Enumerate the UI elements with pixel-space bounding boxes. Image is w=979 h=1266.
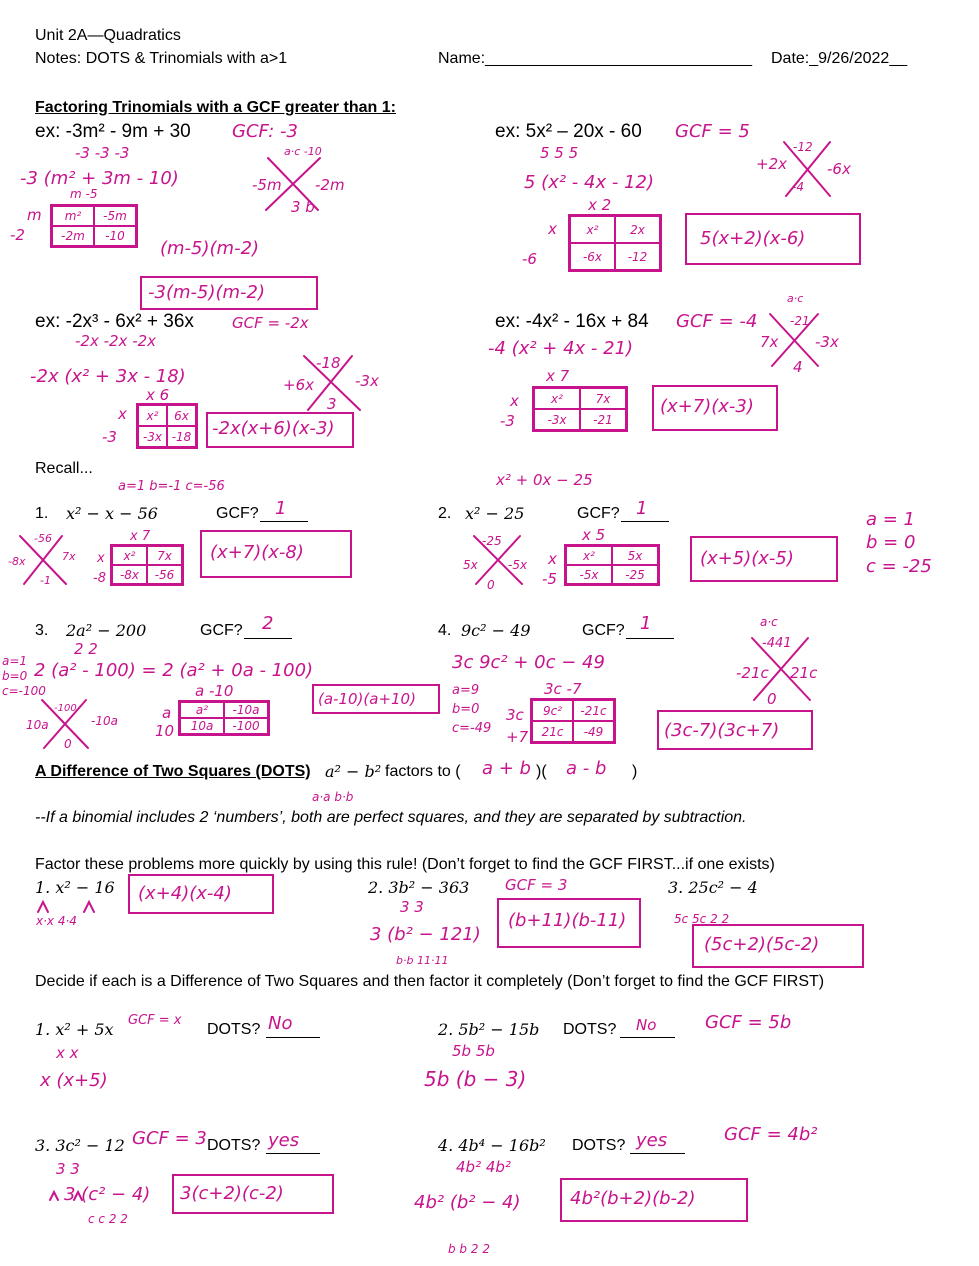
grid-cell: x² (112, 546, 147, 565)
p4-number: 4. (438, 622, 452, 639)
p4-x-left: -21c (736, 664, 769, 682)
dots-rule: --If a binomial includes 2 ‘numbers’, both are perfect squares, and they are separated by subtraction. (35, 809, 747, 826)
p3-grid-row: a (162, 704, 172, 722)
decide-4-step: 4b² (b² − 4) (414, 1192, 521, 1213)
ex4-box-grid (532, 386, 628, 432)
ex3-box-grid (136, 403, 198, 449)
p4-gcf-answer: 1 (640, 613, 652, 634)
decide-1-answer: x (x+5) (40, 1070, 108, 1091)
grid-cell: m² (52, 206, 94, 226)
ex2-answer: 5(x+2)(x-6) (700, 228, 806, 249)
p3-side-a: a=1 (2, 654, 28, 668)
grid-cell: 7x (147, 546, 182, 565)
grid-cell: 5x (612, 546, 658, 565)
grid-cell: 9c² (532, 700, 573, 721)
p4-x-right: 21c (790, 664, 818, 682)
decide-2-divisors: 5b 5b (452, 1042, 495, 1060)
ex2-grid-row: x (548, 220, 557, 238)
p1-number: 1. (35, 505, 49, 522)
decide-2-expr: 2. 5b² − 15b (438, 1020, 540, 1039)
ex2-x-top: -12 (793, 140, 813, 154)
decide-3-gcf: GCF = 3 (132, 1128, 207, 1149)
dots-factors-to: factors to ( (385, 763, 461, 780)
ex1-gcf: GCF: -3 (232, 121, 298, 142)
p4-step: 3c 9c² + 0c − 49 (452, 652, 605, 673)
p4-grid-row: 3c (506, 706, 524, 724)
example-2-label: ex: 5x² – 20x - 60 (495, 121, 642, 142)
p4-x-top: -441 (762, 636, 792, 651)
ex1-step: -3 (m² + 3m - 10) (20, 168, 179, 189)
dots-q3-answer: (5c+2)(5c-2) (704, 934, 820, 955)
ex4-grid-cols: x 7 (546, 367, 570, 385)
dots-q2-step: 3 (b² − 121) (370, 924, 481, 945)
ex1-grid-row: -2 (10, 226, 25, 244)
p1-note: a=1 b=-1 c=-56 (118, 479, 225, 494)
ex1-box-grid (50, 204, 138, 248)
p1-answer: (x+7)(x-8) (210, 542, 304, 563)
ex3-answer: -2x(x+6)(x-3) (212, 418, 335, 439)
p3-expr: 2a² − 200 (66, 621, 147, 640)
ex1-divisors: -3 -3 -3 (75, 144, 130, 162)
decide-1-expr: 1. x² + 5x (35, 1020, 114, 1039)
ex3-x-top: -18 (316, 354, 341, 372)
decide-2-gcf: GCF = 5b (705, 1012, 792, 1033)
p3-gcf-answer: 2 (262, 613, 274, 634)
ex3-gcf: GCF = -2x (232, 314, 309, 332)
ex1-answer: -3(m-5)(m-2) (148, 282, 265, 303)
p1-x-right: 7x (62, 550, 76, 563)
decide-3-dots-answer: yes (268, 1130, 300, 1151)
p1-box-grid (110, 544, 184, 586)
grid-cell: 6x (167, 405, 196, 426)
p4-answer: (3c-7)(3c+7) (664, 720, 780, 741)
decide-3-answer: 3(c+2)(c-2) (180, 1183, 284, 1204)
p2-x-left: 5x (463, 558, 478, 572)
ex4-x-top: -21 (790, 314, 810, 328)
grid-cell: x² (138, 405, 167, 426)
dots-heading: A Difference of Two Squares (DOTS) (35, 763, 311, 780)
decide-4-gcf: GCF = 4b² (724, 1124, 818, 1145)
p2-side-b: b = 0 (866, 532, 916, 553)
ex1-x-right: -2m (315, 176, 345, 194)
p2-number: 2. (438, 505, 452, 522)
dots-q2-expr: 2. 3b² − 363 (368, 878, 470, 897)
p1-x-top: -56 (34, 532, 52, 545)
p3-x-bottom: 0 (64, 737, 72, 751)
dots-q2-divisors: 3 3 (400, 898, 424, 916)
ex2-step: 5 (x² - 4x - 12) (524, 172, 654, 193)
decide-2-answer: 5b (b − 3) (424, 1067, 527, 1091)
ex4-x-bottom: 4 (793, 358, 803, 376)
ex3-x-left: +6x (283, 376, 314, 394)
dots-q2-answer: (b+11)(b-11) (508, 910, 627, 931)
grid-cell: -56 (147, 565, 182, 584)
ex4-x-right: -3x (815, 333, 839, 351)
grid-cell: -5x (566, 565, 612, 584)
p4-x-ac: a·c (760, 615, 778, 629)
grid-cell: 7x (580, 388, 626, 409)
p1-gcf-answer: 1 (275, 498, 287, 519)
p1-grid-row: x (97, 551, 105, 566)
p3-x-top: -100 (54, 703, 77, 714)
unit-title: Unit 2A—Quadratics (35, 27, 181, 44)
date-field: Date:_9/26/2022__ (771, 50, 908, 67)
dots-hint: a·a b·b (312, 790, 354, 804)
decide-3-step: 3 (c² − 4) (64, 1184, 151, 1205)
ex1-grid-cols: m -5 (70, 187, 98, 201)
decide-4-expr: 4. 4b⁴ − 16b² (438, 1136, 546, 1155)
p2-side-a: a = 1 (866, 509, 916, 530)
ex2-box-grid (568, 214, 662, 272)
dots-end: ) (632, 763, 638, 780)
ex2-divisors: 5 5 5 (540, 144, 579, 162)
p4-grid-row: +7 (506, 728, 529, 746)
p4-grid-cols: 3c -7 (544, 680, 582, 698)
ex3-grid-row: -3 (102, 428, 117, 446)
decide-1-dots-q: DOTS? (207, 1021, 261, 1038)
decide-1-divisors: x x (56, 1044, 79, 1062)
decide-2-dots-q: DOTS? (563, 1021, 617, 1038)
p3-box-grid (178, 700, 270, 736)
ex4-answer: (x+7)(x-3) (660, 396, 754, 417)
p1-expr: x² − x − 56 (66, 504, 158, 523)
decide-4-dots-q: DOTS? (572, 1137, 626, 1154)
example-1-label: ex: -3m² - 9m + 30 (35, 121, 191, 142)
grid-cell: 10a (180, 718, 224, 734)
grid-cell: -3x (534, 409, 580, 430)
p4-gcf-question: GCF? (582, 622, 625, 639)
ex1-x-bottom: 3 b (291, 198, 315, 216)
grid-cell: -21 (580, 409, 626, 430)
ex2-x-left: +2x (756, 155, 787, 173)
decide-4-divisors: 4b² 4b² (456, 1158, 511, 1176)
grid-cell: -12 (615, 243, 660, 270)
p3-number: 3. (35, 622, 49, 639)
decide-1-gcf: GCF = x (128, 1013, 182, 1028)
ex1-x-left: -5m (252, 176, 282, 194)
decide-3-divisors: 3 3 (56, 1160, 80, 1178)
grid-cell: x² (570, 216, 615, 243)
grid-cell: -49 (573, 721, 614, 742)
p2-gcf-answer: 1 (636, 498, 648, 519)
ex4-gcf: GCF = -4 (676, 311, 758, 332)
ex4-grid-row: -3 (500, 412, 515, 430)
p3-side-c: c=-100 (2, 684, 46, 698)
p2-answer: (x+5)(x-5) (700, 548, 794, 569)
ex3-x-bottom: 3 (327, 395, 337, 413)
ex4-grid-row: x (510, 392, 519, 410)
notes-title: Notes: DOTS & Trinomials with a>1 (35, 50, 288, 67)
p2-x-bottom: 0 (487, 578, 495, 592)
grid-cell: -18 (167, 426, 196, 447)
decide-4-dots-answer: yes (636, 1130, 668, 1151)
p2-expr: x² − 25 (465, 504, 525, 523)
p4-expr: 9c² − 49 (461, 621, 531, 640)
ex2-grid-cols: x 2 (588, 196, 612, 214)
ex2-x-right: -6x (827, 160, 851, 178)
dots-formula: a² − b² (325, 762, 382, 781)
decide-4-sub: b b 2 2 (448, 1242, 490, 1256)
example-3-label: ex: -2x³ - 6x² + 36x (35, 311, 194, 332)
ex4-x-left: 7x (760, 333, 779, 351)
dots-q2-gcf: GCF = 3 (505, 876, 568, 894)
recall-label: Recall... (35, 460, 93, 477)
ex3-step: -2x (x² + 3x - 18) (30, 366, 186, 387)
p3-divisors: 2 2 (74, 640, 98, 658)
ex3-x-right: -3x (355, 372, 379, 390)
p2-x-top: -25 (482, 534, 502, 548)
ex4-step: -4 (x² + 4x - 21) (488, 338, 634, 359)
decide-instruction: Decide if each is a Difference of Two Squares and then factor it completely (Don’t forget to find the GCF FIRST) (35, 973, 825, 990)
p1-gcf-question: GCF? (216, 505, 259, 522)
dots-q1-expr: 1. x² − 16 (35, 878, 115, 897)
decide-2-dots-answer: No (636, 1016, 657, 1034)
grid-cell: -5m (94, 206, 136, 226)
p1-grid-row: -8 (93, 571, 106, 586)
p3-x-left: 10a (26, 718, 49, 732)
p3-grid-cols: a -10 (195, 682, 234, 700)
dots-q1-sub: x·x 4·4 (36, 914, 77, 928)
ex1-grid-row: m (27, 206, 42, 224)
decide-3-dots-q: DOTS? (207, 1137, 261, 1154)
dots-q2-sub: b·b 11·11 (396, 954, 449, 967)
grid-cell: -2m (52, 226, 94, 246)
grid-cell: 2x (615, 216, 660, 243)
dots-instruction: Factor these problems more quickly by using this rule! (Don’t forget to find the GCF FIRST...if one exists) (35, 856, 775, 873)
grid-cell: -10 (94, 226, 136, 246)
p1-grid-cols: x 7 (130, 529, 151, 544)
ex2-gcf: GCF = 5 (675, 121, 750, 142)
p4-side-c: c=-49 (452, 721, 492, 736)
p2-x-right: -5x (508, 558, 528, 572)
p4-side-a: a=9 (452, 683, 480, 698)
grid-cell: a² (180, 702, 224, 718)
decide-4-answer: 4b²(b+2)(b-2) (570, 1188, 696, 1209)
p3-step: 2 (a² - 100) = 2 (a² + 0a - 100) (34, 660, 314, 681)
ex2-grid-row: -6 (522, 250, 537, 268)
p2-gcf-question: GCF? (577, 505, 620, 522)
example-4-label: ex: -4x² - 16x + 84 (495, 311, 649, 332)
grid-cell: -25 (612, 565, 658, 584)
grid-cell: 21c (532, 721, 573, 742)
grid-cell: -21c (573, 700, 614, 721)
dots-q3-expr: 3. 25c² − 4 (668, 878, 758, 897)
dots-factor-2: a - b (566, 758, 607, 779)
p3-x-right: -10a (91, 714, 118, 728)
section-heading-gcf: Factoring Trinomials with a GCF greater than 1: (35, 99, 396, 116)
ex4-x-ac: a·c (787, 292, 804, 305)
ex3-grid-row: x (118, 405, 127, 423)
decide-1-dots-answer: No (268, 1013, 293, 1034)
grid-cell: -8x (112, 565, 147, 584)
p3-side-b: b=0 (2, 669, 28, 683)
p2-box-grid (564, 544, 660, 586)
decide-3-sub: c c 2 2 (88, 1212, 128, 1226)
p1-x-bottom: -1 (40, 574, 51, 587)
name-field: Name:______________________________ (438, 50, 753, 67)
dots-q1-answer: (x+4)(x-4) (138, 883, 232, 904)
p3-grid-row: 10 (155, 722, 175, 740)
grid-cell: x² (566, 546, 612, 565)
p2-note: x² + 0x − 25 (496, 471, 593, 489)
ex2-x-bottom: -4 (792, 180, 804, 194)
p2-side-c: c = -25 (866, 556, 932, 577)
dots-mid: )( (536, 763, 547, 780)
ex3-grid-cols: x 6 (146, 386, 170, 404)
grid-cell: -100 (224, 718, 268, 734)
grid-cell: -6x (570, 243, 615, 270)
p3-gcf-question: GCF? (200, 622, 243, 639)
ex1-partial: (m-5)(m-2) (160, 238, 260, 259)
ex3-divisors: -2x -2x -2x (75, 332, 157, 350)
dots-factor-1: a + b (482, 758, 531, 779)
grid-cell: x² (534, 388, 580, 409)
ex1-x-top: a·c -10 (284, 145, 322, 158)
p1-x-left: -8x (8, 555, 26, 568)
grid-cell: -3x (138, 426, 167, 447)
grid-cell: -10a (224, 702, 268, 718)
p3-answer: (a-10)(a+10) (318, 690, 416, 708)
decide-3-expr: 3. 3c² − 12 (35, 1136, 125, 1155)
p4-x-bottom: 0 (767, 690, 777, 708)
p2-grid-cols: x 5 (582, 526, 606, 544)
dots-q3-sub: 5c 5c 2 2 (674, 912, 730, 926)
p2-grid-row: -5 (542, 570, 557, 588)
p2-grid-row: x (548, 550, 557, 568)
p4-box-grid (530, 698, 616, 744)
p4-side-b: b=0 (452, 702, 480, 717)
